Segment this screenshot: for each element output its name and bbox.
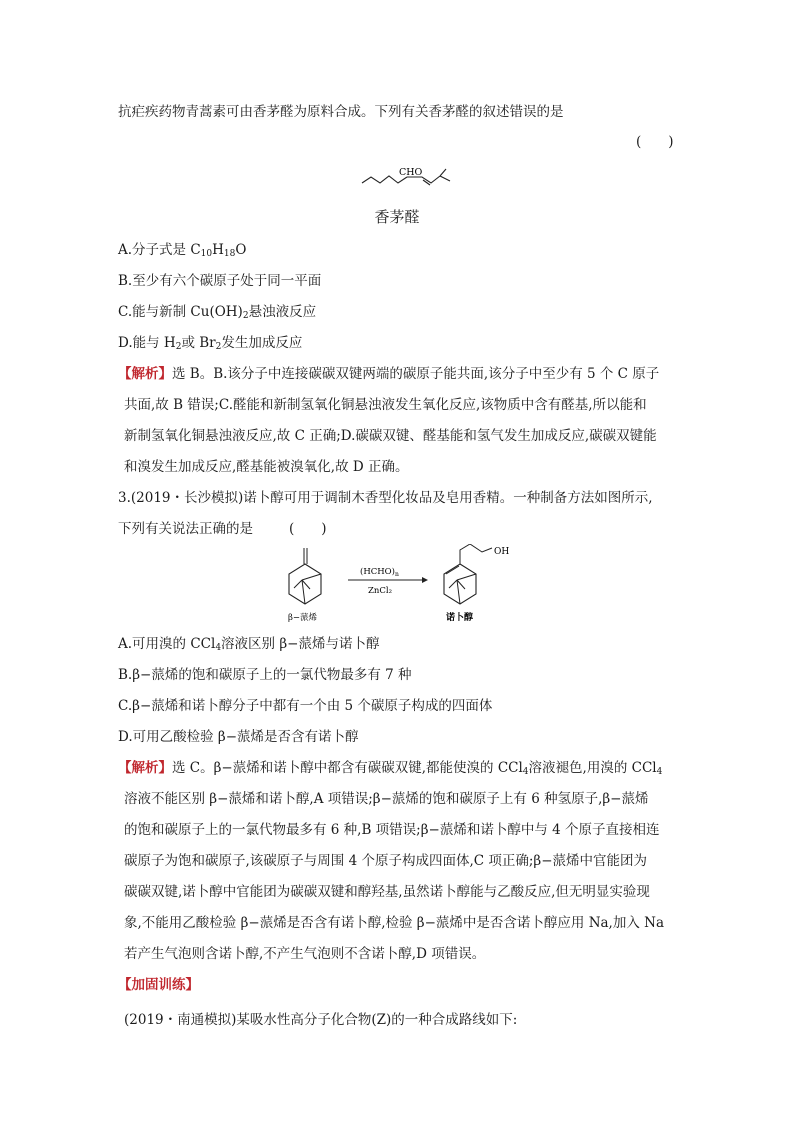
analysis-line: 碳原子为饱和碳原子,该碳原子与周围 4 个原子构成四面体,C 项正确;β−蒎烯中官能团为: [124, 853, 648, 869]
molecule-name: 香茅醛: [374, 208, 420, 226]
hydroxyl-label: OH: [494, 547, 510, 557]
analysis-line: 新制氢氧化铜悬浊液反应,故 C 正确;D.碳碳双键、醛基能和氢气发生加成反应,碳碳双键能: [124, 428, 657, 444]
reagent-bottom: ZnCl₂: [368, 586, 393, 596]
question-stem: 3.(2019・长沙模拟)诺卜醇可用于调制木香型化妆品及皂用香精。一种制备方法如图所示,: [118, 490, 653, 506]
option-c: C.β−蒎烯和诺卜醇分子中都有一个由 5 个碳原子构成的四面体: [118, 698, 493, 714]
product-label: 诺卜醇: [446, 613, 474, 623]
analysis-tag: 【解析】: [118, 760, 172, 776]
reactant-label: β−蒎烯: [288, 613, 318, 623]
analysis-line: 溶液不能区别 β−蒎烯和诺卜醇,A 项错误;β−蒎烯的饱和碳原子上有 6 种氢原子,β−蒎烯: [124, 791, 649, 807]
analysis-line: 【解析】选 C。β−蒎烯和诺卜醇中都含有碳碳双键,都能使溴的 CCl$_4$溶液褪色,用溴的 CCl$_4$: [118, 760, 663, 777]
question-stem: 下列有关说法正确的是 ( ): [118, 521, 327, 537]
analysis-line: 若产生气泡则含诺卜醇,不产生气泡则不含诺卜醇,D 项错误。: [124, 946, 486, 962]
option-d: D.可用乙酸检验 β−蒎烯是否含有诺卜醇: [118, 729, 359, 745]
answer-parentheses: ( ): [636, 134, 674, 150]
answer-parentheses: ( ): [289, 521, 327, 537]
analysis-line: 和溴发生加成反应,醛基能被溴氧化,故 D 正确。: [124, 459, 409, 475]
option-b: B.β−蒎烯的饱和碳原子上的一氯代物最多有 7 种: [118, 667, 412, 683]
analysis-line: 【解析】选 B。B.该分子中连接碳碳双键两端的碳原子能共面,该分子中至少有 5 个 C 原子: [118, 366, 660, 382]
citronellal-structure: [360, 163, 460, 197]
analysis-line: 共面,故 B 错误;C.醛能和新制氢氧化铜悬浊液发生氧化反应,该物质中含有醛基,所以能和: [124, 397, 647, 413]
question-stem: (2019・南通模拟)某吸水性高分子化合物(Z)的一种合成路线如下:: [124, 1012, 518, 1028]
reaction-scheme: [270, 544, 520, 626]
option-a: A.可用溴的 CCl$_4$溶液区别 β−蒎烯与诺卜醇: [118, 636, 380, 653]
section-tag: 【加固训练】: [118, 977, 199, 993]
reagent-top: $(HCHO)_n$: [360, 567, 399, 578]
question-stem: 抗疟疾药物青蒿素可由香茅醛为原料合成。下列有关香茅醛的叙述错误的是: [118, 104, 564, 120]
analysis-tag: 【解析】: [118, 366, 172, 382]
option-c: C.能与新制 $Cu(OH)_2$悬浊液反应: [118, 304, 317, 321]
analysis-line: 碳碳双键,诺卜醇中官能团为碳碳双键和醇羟基,虽然诺卜醇能与乙酸反应,但无明显实验现: [124, 884, 650, 900]
option-b: B.至少有六个碳原子处于同一平面: [118, 273, 322, 289]
analysis-line: 象,不能用乙酸检验 β−蒎烯是否含有诺卜醇,检验 β−蒎烯中是否含诺卜醇应用 Na,加入 Na: [124, 915, 664, 931]
aldehyde-group-label: CHO: [399, 167, 423, 178]
analysis-line: 的饱和碳原子上的一氯代物最多有 6 种,B 项错误;β−蒎烯和诺卜醇中与 4 个原子直接相连: [124, 822, 660, 838]
option-d: D.能与 $H_2$或 $Br_2$发生加成反应: [118, 335, 303, 352]
option-a: A.分子式是 $C_{10}H_{18}O$: [118, 242, 247, 259]
